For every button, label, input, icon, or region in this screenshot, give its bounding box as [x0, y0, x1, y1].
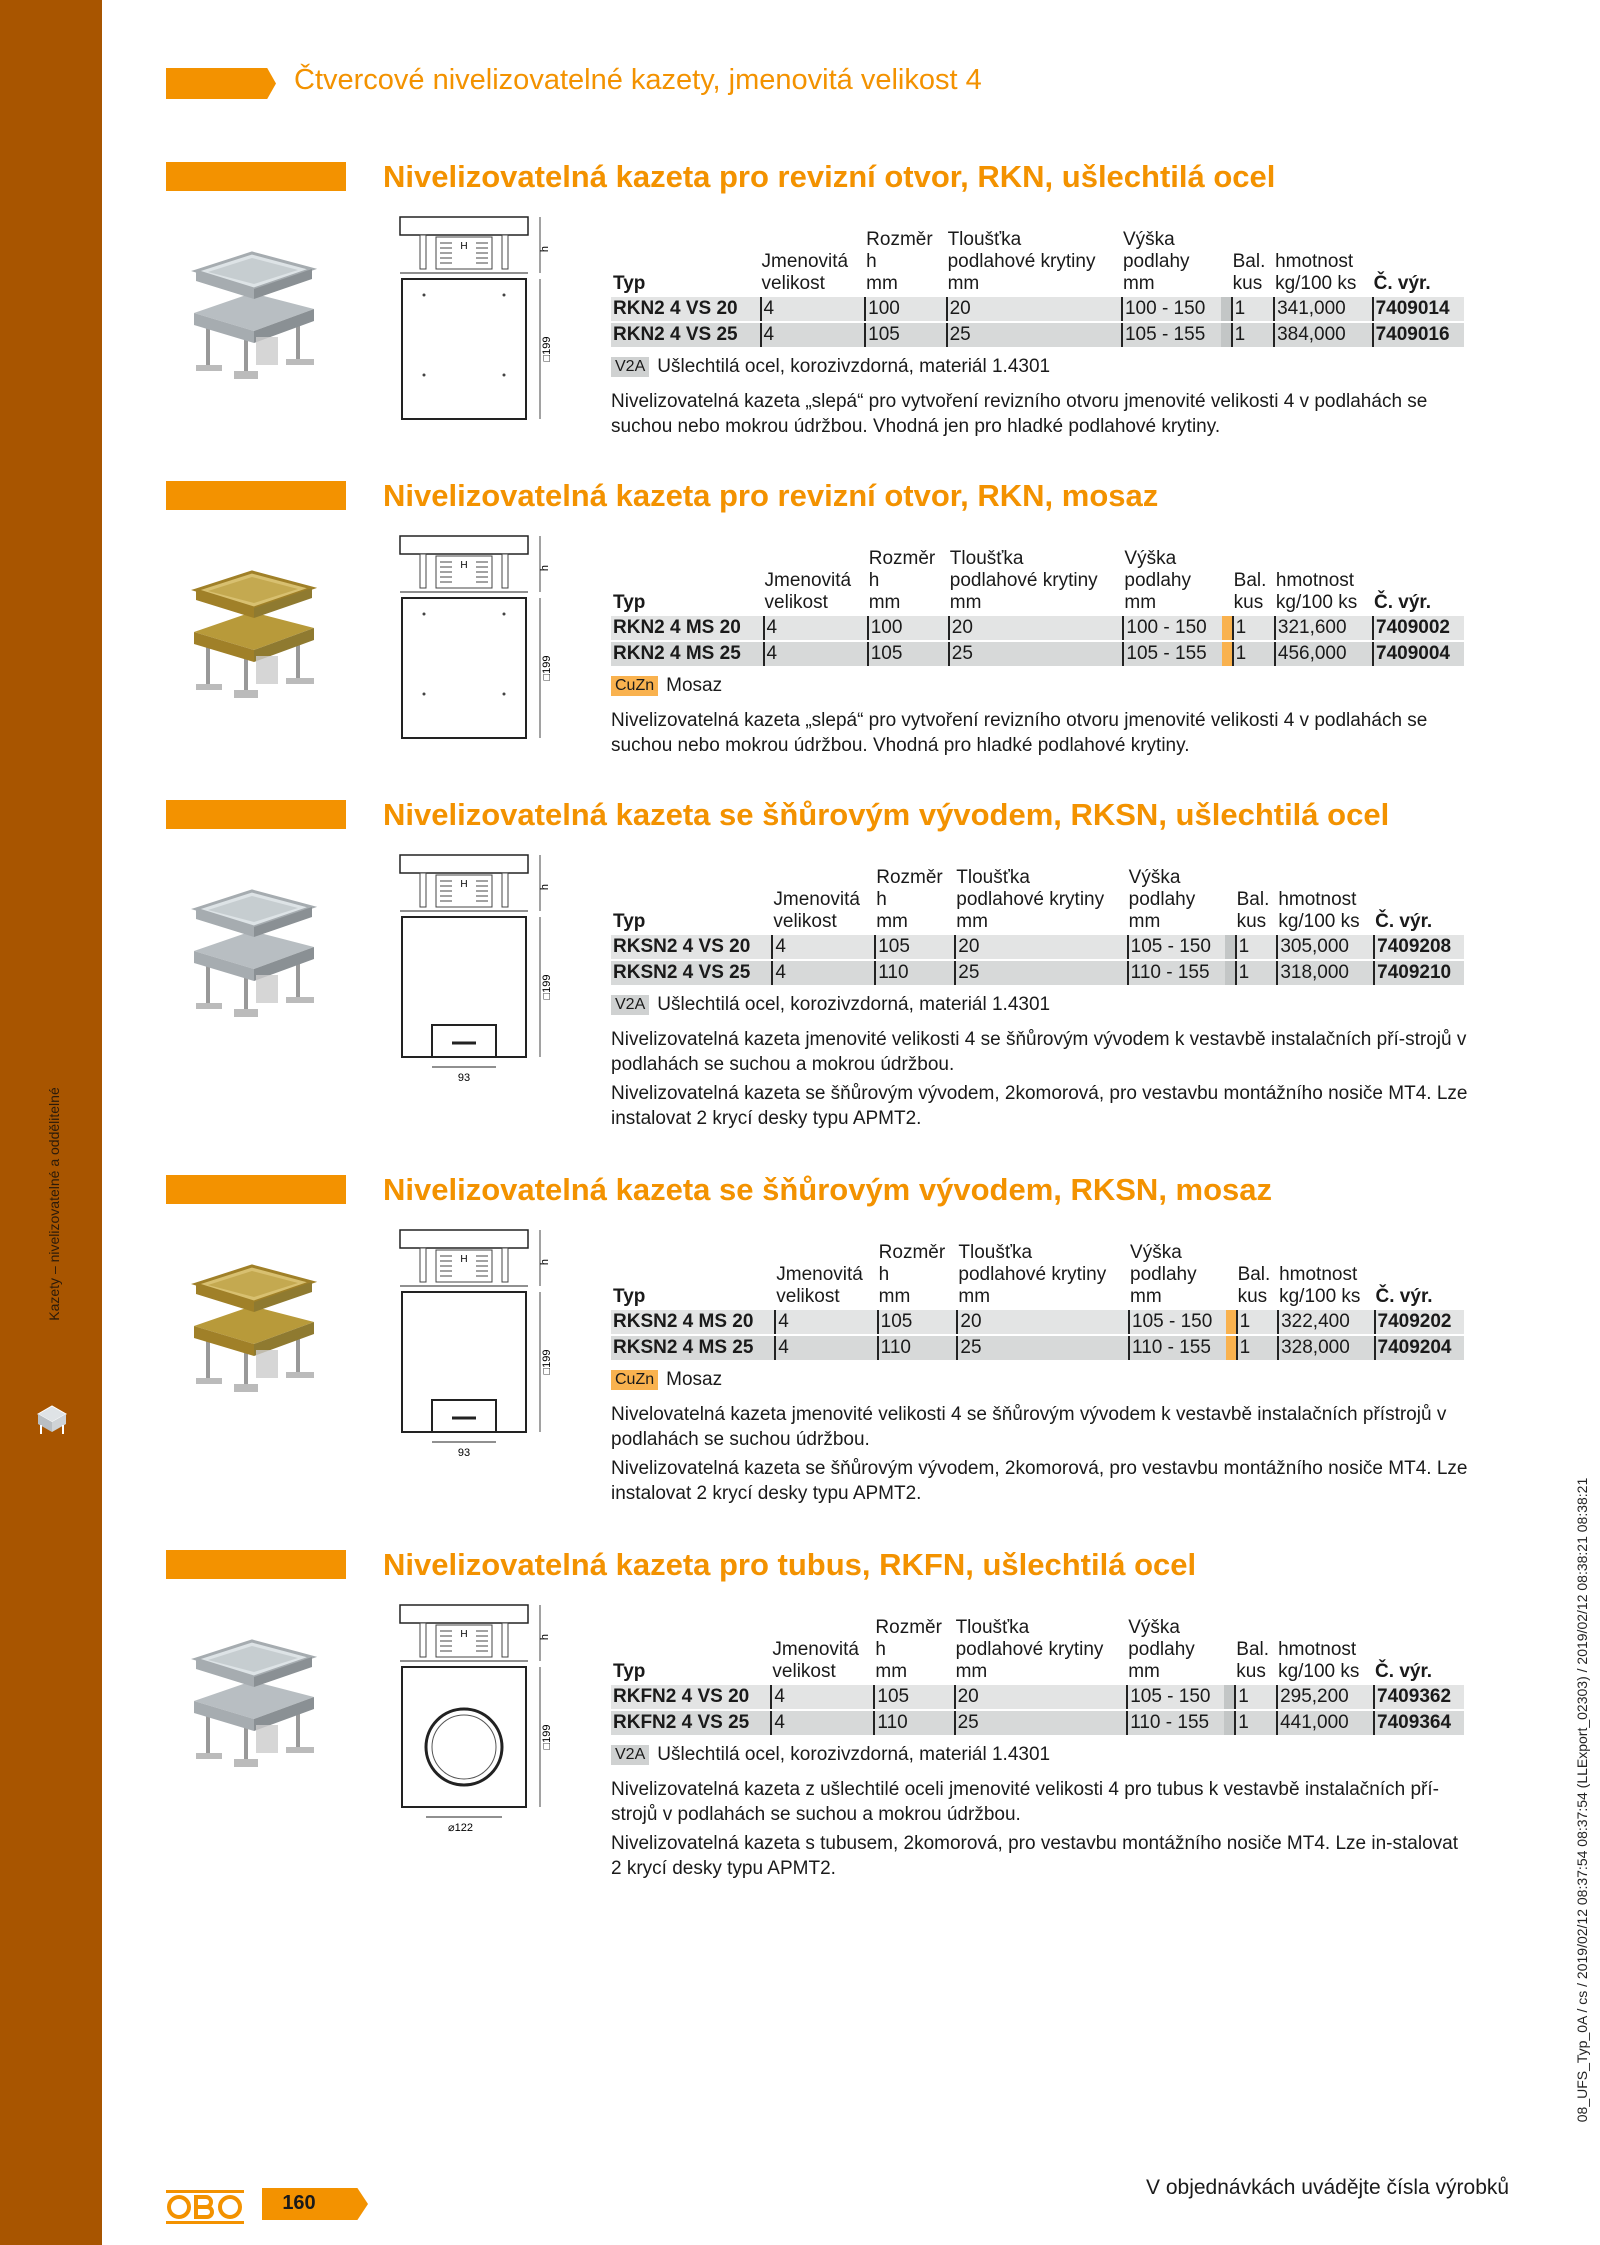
header-line: velikost: [761, 273, 825, 294]
header-line: h: [875, 1639, 886, 1660]
col-rozmer: [873, 1617, 953, 1683]
material-badge: V2A: [611, 1745, 649, 1765]
col-hmotnost: [1277, 1242, 1373, 1308]
header-line: kus: [1236, 911, 1267, 932]
header-line: Jmenovitá: [776, 1264, 863, 1285]
cell-typ: RKSN2 4 MS 20: [611, 1310, 774, 1334]
product-table: [611, 1240, 1464, 1362]
cell-cislo: 7409202: [1374, 1310, 1464, 1334]
header-line: Jmenovitá: [772, 1639, 860, 1660]
col-hmotnost: [1276, 1617, 1373, 1683]
header-line: velikost: [773, 911, 837, 932]
header-line: Bal.: [1233, 570, 1267, 591]
header-line: Bal.: [1237, 1264, 1271, 1285]
header-line: mm: [955, 1661, 988, 1682]
header-line: Rozměr: [876, 867, 943, 888]
dim-label: h: [539, 883, 551, 891]
cell-vyska: 105 - 155: [1122, 642, 1221, 666]
material-marker: [1224, 1685, 1234, 1709]
cell-vyska: 105 - 155: [1121, 323, 1221, 347]
technical-drawing: [398, 1603, 568, 1838]
header-line: Tloušťka: [955, 1617, 1030, 1638]
cell-typ: RKN2 4 MS 25: [611, 642, 763, 666]
col-bal: [1235, 867, 1277, 933]
dim-label: h: [539, 245, 551, 253]
cell-cislo: 7409002: [1372, 616, 1464, 640]
col-jmenovita: [774, 1242, 876, 1308]
cell-typ: RKN2 4 VS 20: [611, 297, 760, 321]
col-hmotnost: [1273, 229, 1372, 295]
header-line: Bal.: [1232, 251, 1266, 272]
header-line: Tloušťka: [958, 1242, 1033, 1263]
description-paragraph: Nivelizovatelná kazeta z ušlechtilé oceli jmenovité velikosti 4 pro tubus k vestavbě instalačních pří-strojů v podlahách se suchou a mokrou údržbou.: [611, 1779, 1439, 1825]
cell-bal: 1: [1231, 297, 1273, 321]
cell-cislo: 7409208: [1373, 935, 1464, 959]
svg-text:H: H: [460, 560, 468, 571]
table-row: [611, 961, 1464, 985]
col-cislo: Č. výr.: [1373, 273, 1431, 294]
obo-logo: [166, 2190, 244, 2224]
cell-typ: RKN2 4 MS 20: [611, 616, 763, 640]
cell-h: 105: [864, 323, 945, 347]
header-line: Výška: [1128, 867, 1181, 888]
header-line: Výška: [1130, 1242, 1182, 1263]
col-bal: [1232, 548, 1274, 614]
material-text: Ušlechtilá ocel, korozivzdorná, materiál 1.4301: [657, 994, 1051, 1015]
col-jmenovita: [763, 548, 867, 614]
cell-vyska: 110 - 155: [1128, 1336, 1226, 1360]
cell-bal: 1: [1231, 323, 1273, 347]
dim-label: h: [539, 1258, 551, 1266]
col-vyska: [1126, 1617, 1224, 1683]
cell-bal: 1: [1234, 1685, 1276, 1709]
cell-vyska: 100 - 150: [1122, 616, 1221, 640]
header-line: velikost: [772, 1661, 836, 1682]
cell-cislo: 7409016: [1372, 323, 1464, 347]
header-line: kg/100 ks: [1279, 1286, 1361, 1307]
cell-typ: RKSN2 4 VS 20: [611, 935, 771, 959]
header-line: mm: [876, 911, 908, 932]
technical-drawing: [398, 215, 568, 450]
header-line: Výška: [1124, 548, 1177, 569]
col-typ: Typ: [613, 1286, 646, 1307]
material-marker: [1226, 1336, 1236, 1360]
cell-tl: 20: [954, 1685, 1127, 1709]
material-badge: CuZn: [611, 1370, 658, 1390]
material-row: [611, 993, 1466, 1017]
cell-tl: 25: [948, 642, 1123, 666]
dim-label: h: [539, 564, 551, 572]
cell-hmot: 384,000: [1273, 323, 1372, 347]
section-title: Nivelizovatelná kazeta se šňůrovým vývodem, RKSN, ušlechtilá ocel: [383, 797, 1390, 832]
cell-h: 105: [874, 935, 954, 959]
cell-vyska: 110 - 155: [1126, 1711, 1224, 1735]
material-row: [611, 1368, 1466, 1392]
header-line: podlahové krytiny: [947, 251, 1096, 272]
cell-typ: RKN2 4 VS 25: [611, 323, 760, 347]
table-row: [611, 642, 1464, 666]
technical-drawing: [398, 534, 568, 769]
material-marker: [1221, 323, 1231, 347]
header-line: kus: [1232, 273, 1263, 294]
cell-hmot: 318,000: [1276, 961, 1373, 985]
col-hmotnost: [1274, 548, 1372, 614]
header-line: h: [868, 570, 880, 591]
header-line: kg/100 ks: [1278, 911, 1360, 932]
header-line: kus: [1233, 592, 1264, 613]
cell-cislo: 7409210: [1373, 961, 1464, 985]
material-text: Mosaz: [666, 1369, 723, 1390]
cell-hmot: 341,000: [1273, 297, 1372, 321]
cell-bal: 1: [1232, 616, 1274, 640]
header-line: h: [866, 251, 877, 272]
header-line: mm: [947, 273, 980, 294]
cell-typ: RKSN2 4 VS 25: [611, 961, 771, 985]
table-row: [611, 1711, 1464, 1735]
header-line: podlahové krytiny: [956, 889, 1105, 910]
dim-label: ⌀122: [448, 1822, 473, 1834]
header-line: velikost: [764, 592, 828, 613]
header-line: Jmenovitá: [761, 251, 849, 272]
cell-jmen: 4: [771, 935, 874, 959]
technical-drawing: [398, 1228, 568, 1463]
description-paragraph: Nivelovatelná kazeta jmenovité velikosti 4 se šňůrovým vývodem k vestavbě instalačních přístrojů v podlahách se suchou údržbou.: [611, 1404, 1447, 1450]
col-jmenovita: [771, 867, 874, 933]
cell-h: 110: [873, 1711, 953, 1735]
header-line: Rozměr: [866, 229, 933, 250]
header-line: mm: [958, 1286, 991, 1307]
cell-tl: 20: [946, 297, 1121, 321]
material-marker: [1222, 642, 1232, 666]
header-line: Výška: [1128, 1617, 1180, 1638]
cell-vyska: 105 - 150: [1127, 935, 1225, 959]
cell-typ: RKSN2 4 MS 25: [611, 1336, 774, 1360]
col-cislo: Č. výr.: [1375, 1286, 1433, 1307]
material-row: [611, 674, 1466, 698]
page-number: 160: [282, 2192, 316, 2214]
col-cislo: Č. výr.: [1375, 911, 1433, 932]
header-line: Tloušťka: [947, 229, 1022, 250]
cell-typ: RKFN2 4 VS 25: [611, 1711, 770, 1735]
description-paragraph: Nivelizovatelná kazeta s tubusem, 2komorová, pro vestavbu montážního nosiče MT4. Lze in-stalovat 2 krycí desky typu APMT2.: [611, 1833, 1458, 1879]
col-tloustka: [946, 229, 1121, 295]
cell-h: 100: [864, 297, 945, 321]
cell-jmen: 4: [760, 323, 865, 347]
col-tloustka: [954, 1617, 1127, 1683]
cell-cislo: 7409204: [1374, 1336, 1464, 1360]
cell-jmen: 4: [760, 297, 865, 321]
col-tloustka: [954, 867, 1126, 933]
dim-label: □199: [541, 1724, 553, 1750]
col-vyska: [1128, 1242, 1226, 1308]
header-line: podlahové krytiny: [958, 1264, 1107, 1285]
product-info: [611, 546, 1466, 758]
header-line: hmotnost: [1275, 570, 1355, 591]
description-paragraph: Nivelizovatelná kazeta „slepá“ pro vytvoření revizního otvoru jmenovité velikosti 4 v podlahách se suchou nebo mokrou údržbou. Vhodná pro hladké podlahové krytiny.: [611, 710, 1428, 756]
header-line: mm: [1128, 911, 1161, 932]
header-line: podlahy: [1122, 251, 1190, 272]
col-jmenovita: [770, 1617, 873, 1683]
cell-cislo: 7409362: [1373, 1685, 1464, 1709]
cell-tl: 20: [954, 935, 1126, 959]
cell-tl: 25: [954, 961, 1126, 985]
header-line: Jmenovitá: [773, 889, 860, 910]
cell-cislo: 7409014: [1372, 297, 1464, 321]
material-text: Mosaz: [666, 675, 723, 696]
material-badge: V2A: [611, 995, 649, 1015]
header-line: mm: [1124, 592, 1157, 613]
col-typ: Typ: [613, 1661, 646, 1682]
technical-drawing: [398, 853, 568, 1088]
description: [611, 389, 1466, 439]
product-table: [611, 546, 1464, 668]
header-line: Rozměr: [878, 1242, 946, 1263]
col-bal: [1236, 1242, 1278, 1308]
header-line: kg/100 ks: [1275, 592, 1358, 613]
col-cislo: Č. výr.: [1375, 1661, 1433, 1682]
cell-tl: 20: [956, 1310, 1128, 1334]
footer-note: V objednávkách uvádějte čísla výrobků: [1146, 2176, 1510, 2199]
cell-vyska: 100 - 150: [1121, 297, 1221, 321]
side-chapter-label: Kazety – nivelizovatelné a oddělitelné: [46, 1087, 62, 1321]
header-line: podlahové krytiny: [949, 570, 1098, 591]
product-photo: [186, 889, 322, 1019]
dim-label: 93: [457, 1072, 471, 1084]
header-line: kg/100 ks: [1275, 273, 1357, 294]
cell-tl: 20: [948, 616, 1123, 640]
cell-bal: 1: [1232, 642, 1274, 666]
header-line: podlahy: [1128, 889, 1196, 910]
col-vyska: [1121, 229, 1221, 295]
col-jmenovita: [760, 229, 865, 295]
table-row: [611, 1336, 1464, 1360]
cell-h: 110: [874, 961, 954, 985]
table-row: [611, 297, 1464, 321]
header-line: Bal.: [1236, 889, 1270, 910]
cell-h: 105: [877, 1310, 957, 1334]
product-info: [611, 1240, 1466, 1506]
material-row: [611, 355, 1466, 379]
description-paragraph: Nivelizovatelná kazeta se šňůrovým vývodem, 2komorová, pro vestavbu montážního nosiče MT4. Lze instalovat 2 krycí desky typu APMT2.: [611, 1083, 1468, 1129]
cell-jmen: 4: [763, 616, 867, 640]
header-line: kus: [1236, 1661, 1266, 1682]
material-text: Ušlechtilá ocel, korozivzdorná, materiál 1.4301: [657, 356, 1051, 377]
description: [611, 1402, 1466, 1506]
header-line: Rozměr: [868, 548, 936, 569]
header-line: podlahy: [1124, 570, 1191, 591]
cell-jmen: 4: [774, 1336, 876, 1360]
cell-tl: 25: [946, 323, 1121, 347]
col-rozmer: [864, 229, 945, 295]
header-line: velikost: [776, 1286, 840, 1307]
col-hmotnost: [1276, 867, 1373, 933]
material-marker: [1221, 297, 1231, 321]
product-photo: [186, 1264, 322, 1394]
cell-hmot: 305,000: [1276, 935, 1373, 959]
header-line: h: [878, 1264, 890, 1285]
page-title: Čtvercové nivelizovatelné kazety, jmenovitá velikost 4: [294, 64, 982, 96]
header-line: mm: [949, 592, 982, 613]
section-bar: [166, 800, 346, 829]
cell-hmot: 321,600: [1274, 616, 1372, 640]
cell-bal: 1: [1235, 961, 1277, 985]
cell-typ: RKFN2 4 VS 20: [611, 1685, 770, 1709]
section-title: Nivelizovatelná kazeta pro revizní otvor, RKN, ušlechtilá ocel: [383, 159, 1276, 194]
dim-label: h: [539, 1633, 551, 1641]
header-line: Bal.: [1236, 1639, 1270, 1660]
header-line: mm: [868, 592, 901, 613]
col-typ: Typ: [613, 273, 646, 294]
dim-label: □199: [541, 974, 553, 1000]
cell-jmen: 4: [763, 642, 867, 666]
section-title: Nivelizovatelná kazeta pro revizní otvor, RKN, mosaz: [383, 478, 1159, 513]
header-line: Tloušťka: [949, 548, 1024, 569]
col-tloustka: [948, 548, 1123, 614]
dim-label: 93: [457, 1447, 471, 1459]
cell-bal: 1: [1236, 1336, 1278, 1360]
description-paragraph: Nivelizovatelná kazeta se šňůrovým vývodem, 2komorová, pro vestavbu montážního nosiče MT4. Lze instalovat 2 krycí desky typu APMT2.: [611, 1458, 1468, 1504]
header-line: Jmenovitá: [764, 570, 852, 591]
product-table: [611, 227, 1464, 349]
cell-cislo: 7409004: [1372, 642, 1464, 666]
cell-bal: 1: [1234, 1711, 1276, 1735]
material-marker: [1225, 935, 1235, 959]
cell-vyska: 105 - 150: [1128, 1310, 1226, 1334]
col-vyska: [1127, 867, 1225, 933]
header-line: h: [876, 889, 887, 910]
product-info: [611, 227, 1466, 439]
cell-h: 110: [877, 1336, 957, 1360]
header-line: kg/100 ks: [1278, 1661, 1360, 1682]
cell-hmot: 456,000: [1274, 642, 1372, 666]
header-line: hmotnost: [1278, 1639, 1357, 1660]
col-rozmer: [867, 548, 948, 614]
cell-jmen: 4: [771, 961, 874, 985]
cell-jmen: 4: [770, 1685, 873, 1709]
material-marker: [1225, 961, 1235, 985]
cell-bal: 1: [1236, 1310, 1278, 1334]
cell-vyska: 110 - 155: [1127, 961, 1225, 985]
cell-h: 105: [867, 642, 948, 666]
section-title: Nivelizovatelná kazeta se šňůrovým vývodem, RKSN, mosaz: [383, 1172, 1273, 1207]
header-line: podlahové krytiny: [955, 1639, 1104, 1660]
cell-hmot: 441,000: [1276, 1711, 1373, 1735]
col-bal: [1234, 1617, 1276, 1683]
col-typ: Typ: [613, 592, 646, 613]
material-marker: [1226, 1310, 1236, 1334]
cell-hmot: 295,200: [1276, 1685, 1373, 1709]
header-line: mm: [956, 911, 988, 932]
dim-label: □199: [541, 336, 553, 362]
table-row: [611, 616, 1464, 640]
header-line: Rozměr: [875, 1617, 942, 1638]
product-info: [611, 1615, 1466, 1881]
cell-jmen: 4: [770, 1711, 873, 1735]
header-line: mm: [878, 1286, 911, 1307]
description-paragraph: Nivelizovatelná kazeta jmenovité velikosti 4 se šňůrovým vývodem k vestavbě instalačních pří-strojů v podlahách se suchou a mokrou údržbou.: [611, 1029, 1467, 1075]
floor-box-icon: [32, 1400, 72, 1440]
header-line: hmotnost: [1275, 251, 1354, 272]
cell-cislo: 7409364: [1373, 1711, 1464, 1735]
product-photo: [186, 1639, 322, 1769]
product-info: [611, 865, 1466, 1131]
col-cislo: Č. výr.: [1374, 592, 1432, 613]
col-rozmer: [877, 1242, 957, 1308]
product-table: [611, 1615, 1464, 1737]
section-bar: [166, 481, 346, 510]
col-rozmer: [874, 867, 954, 933]
description: [611, 708, 1466, 758]
header-line: Tloušťka: [956, 867, 1030, 888]
product-photo: [186, 570, 322, 700]
col-tloustka: [956, 1242, 1128, 1308]
header-line: podlahy: [1130, 1264, 1197, 1285]
material-marker: [1224, 1711, 1234, 1735]
header-line: mm: [1130, 1286, 1162, 1307]
header-line: mm: [1128, 1661, 1160, 1682]
dim-label: □199: [541, 1349, 553, 1375]
cell-hmot: 322,400: [1277, 1310, 1373, 1334]
section-title: Nivelizovatelná kazeta pro tubus, RKFN, ušlechtilá ocel: [383, 1547, 1197, 1582]
header-line: hmotnost: [1279, 1264, 1358, 1285]
product-photo: [186, 251, 322, 381]
header-line: mm: [1122, 273, 1155, 294]
table-row: [611, 935, 1464, 959]
product-table: [611, 865, 1464, 987]
material-marker: [1222, 616, 1232, 640]
material-badge: CuZn: [611, 676, 658, 696]
header-line: Výška: [1122, 229, 1175, 250]
table-row: [611, 323, 1464, 347]
cell-hmot: 328,000: [1277, 1336, 1373, 1360]
section-bar: [166, 1550, 346, 1579]
material-badge: V2A: [611, 357, 649, 377]
table-row: [611, 1685, 1464, 1709]
header-line: mm: [866, 273, 898, 294]
description-paragraph: Nivelizovatelná kazeta „slepá“ pro vytvoření revizního otvoru jmenovité velikosti 4 v podlahách se suchou nebo mokrou údržbou. Vhodná jen pro hladké podlahové krytiny.: [611, 391, 1428, 437]
header-line: hmotnost: [1278, 889, 1357, 910]
header-tab: [166, 68, 276, 99]
col-bal: [1231, 229, 1273, 295]
dim-label: □199: [541, 655, 553, 681]
cell-tl: 25: [954, 1711, 1127, 1735]
svg-text:H: H: [460, 241, 468, 252]
section-bar: [166, 162, 346, 191]
svg-text:H: H: [460, 879, 468, 890]
cell-h: 105: [873, 1685, 953, 1709]
export-meta: 08_UFS_Typ_0A / cs / 2019/02/12 08:37:54 08:37:54 (LLExport_02303) / 2019/02/12 08:38:21 08:38:21: [1574, 1477, 1590, 2123]
header-line: podlahy: [1128, 1639, 1195, 1660]
cell-tl: 25: [956, 1336, 1128, 1360]
cell-h: 100: [867, 616, 948, 640]
description: [611, 1027, 1466, 1131]
material-text: Ušlechtilá ocel, korozivzdorná, materiál 1.4301: [657, 1744, 1051, 1765]
col-vyska: [1122, 548, 1221, 614]
header-line: mm: [875, 1661, 908, 1682]
section-bar: [166, 1175, 346, 1204]
cell-vyska: 105 - 150: [1126, 1685, 1224, 1709]
material-row: [611, 1743, 1466, 1767]
svg-text:H: H: [460, 1629, 468, 1640]
col-typ: Typ: [613, 911, 646, 932]
cell-jmen: 4: [774, 1310, 876, 1334]
cell-bal: 1: [1235, 935, 1277, 959]
svg-text:H: H: [460, 1254, 468, 1265]
header-line: kus: [1237, 1286, 1268, 1307]
description: [611, 1777, 1466, 1881]
table-row: [611, 1310, 1464, 1334]
